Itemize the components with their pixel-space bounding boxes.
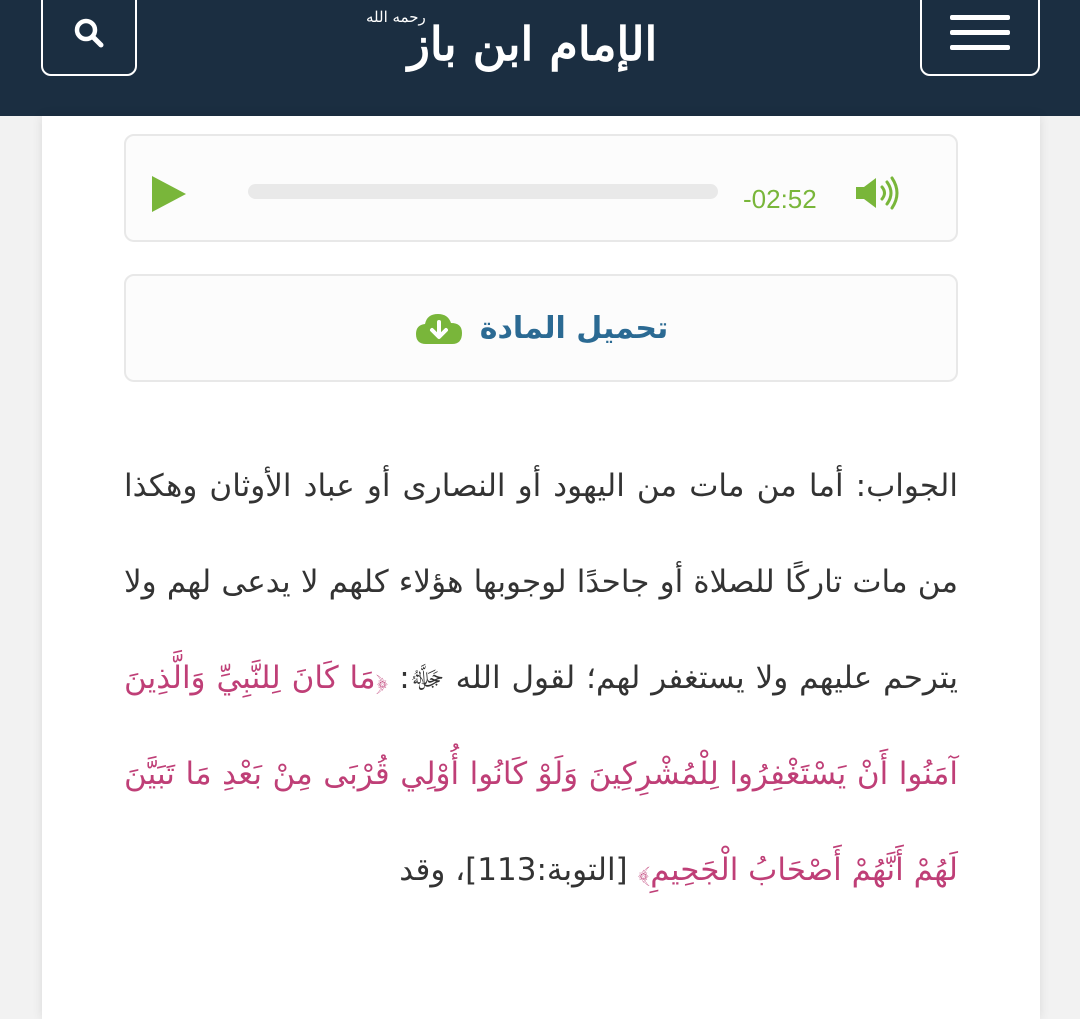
cloud-download-icon xyxy=(414,310,464,346)
quran-verse: ﴿مَا كَانَ لِلنَّبِيِّ وَالَّذِينَ آمَنُوا أَنْ يَسْتَغْفِرُوا لِلْمُشْرِكِينَ وَلَوْ كَانُوا أُوْلِي قُرْبَى مِنْ بَعْدِ مَا تَبَيَّنَ لَهُمْ أَنَّهُمْ أَصْحَابُ الْجَحِيمِ﴾ xyxy=(124,660,958,888)
site-header xyxy=(0,0,1080,116)
volume-icon[interactable] xyxy=(856,176,902,210)
time-remaining: -02:52 xyxy=(743,184,817,214)
menu-button[interactable] xyxy=(920,0,1040,76)
article-text xyxy=(124,438,958,918)
audio-player xyxy=(124,134,958,242)
download-label: تحميل المادة xyxy=(479,310,669,346)
hamburger-menu-icon xyxy=(948,11,1012,55)
search-icon xyxy=(71,15,107,51)
audio-progress-bar[interactable] xyxy=(248,184,718,199)
site-logo[interactable] xyxy=(360,0,705,88)
download-button[interactable] xyxy=(124,274,958,382)
content-card xyxy=(42,116,1040,1019)
answer-intro: الجواب: أما من مات من اليهود أو النصارى أو عباد الأوثان وهكذا من مات تاركًا للصلاة أو جاحدًا لوجوبها هؤلاء كلهم لا يدعى لهم ولا يترحم عليهم ولا يستغفر لهم؛ لقول الله ﷻ: xyxy=(124,468,958,696)
verse-reference: [التوبة:113]، وقد xyxy=(399,852,638,888)
logo-text: الإمام ابن باز xyxy=(407,17,658,71)
search-button[interactable] xyxy=(41,0,137,76)
play-icon[interactable] xyxy=(148,174,188,214)
logo-honorific: رحمه الله xyxy=(366,8,426,26)
